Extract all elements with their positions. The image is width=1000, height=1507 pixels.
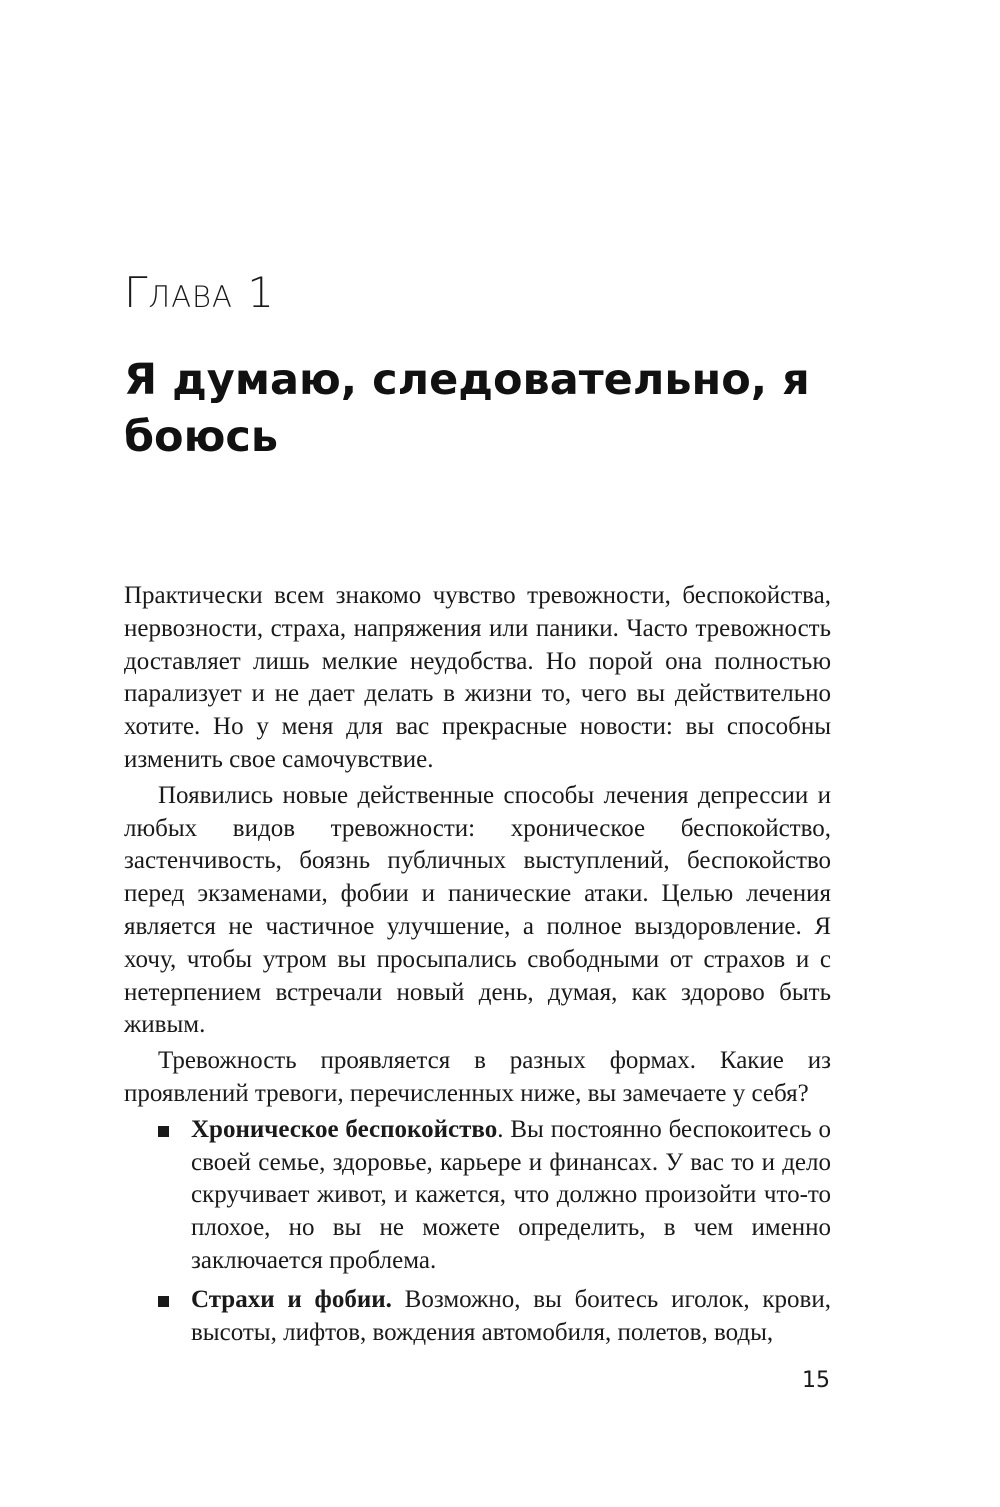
list-item [124, 1114, 831, 1278]
body-text [124, 580, 831, 1355]
paragraph-3: Тревожность проявляется в разных формах. Какие из проявлений тревоги, перечисленных ниже, вы замечаете у себя? [124, 1047, 831, 1107]
anxiety-forms-list [124, 1114, 831, 1350]
square-bullet-icon [158, 1126, 169, 1137]
list-item [124, 1284, 831, 1350]
chapter-title: Я думаю, следовательно, я боюсь [124, 355, 810, 462]
paragraph-1: Практически всем знакомо чувство тревожности, беспокойства, нервозности, страха, напряжения или паники. Часто тревожность доставляет лишь мелкие неудобства. Но порой она полностью парализует и не дает делать в жизни то, чего вы действительно хотите. Но у меня для вас прекрасные новости: вы способны изменить свое самочувствие. [124, 582, 831, 773]
chapter-label: Глава 1 [124, 268, 275, 317]
page-number: 15 [802, 1368, 830, 1393]
list-item-term: Хроническое беспокойство [191, 1115, 498, 1143]
list-item-text: Возможно, вы боитесь иголок, крови, высоты, лифтов, вождения автомобиля, полетов, воды, [191, 1285, 831, 1346]
list-item-text: . Вы постоянно беспокоитесь о своей семье, здоровье, карьере и финансах. У вас то и дело скручивает живот, и кажется, что должно произойти что-то плохое, но вы не можете определить, в чем именно заключается проблема. [191, 1115, 831, 1274]
paragraph-2: Появились новые действенные способы лечения депрессии и любых видов тревожности: хроническое беспокойство, застенчивость, боязнь публичных выступлений, беспокойство перед экзаменами, фобии и панические атаки. Целью лечения является не частичное улучшение, а полное выздоровление. Я хочу, чтобы утром вы просыпались свободными от страхов и с нетерпением встречали новый день, думая, как здорово быть живым. [124, 781, 831, 1039]
list-item-term: Страхи и фобии. [191, 1285, 392, 1313]
square-bullet-icon [158, 1296, 169, 1307]
